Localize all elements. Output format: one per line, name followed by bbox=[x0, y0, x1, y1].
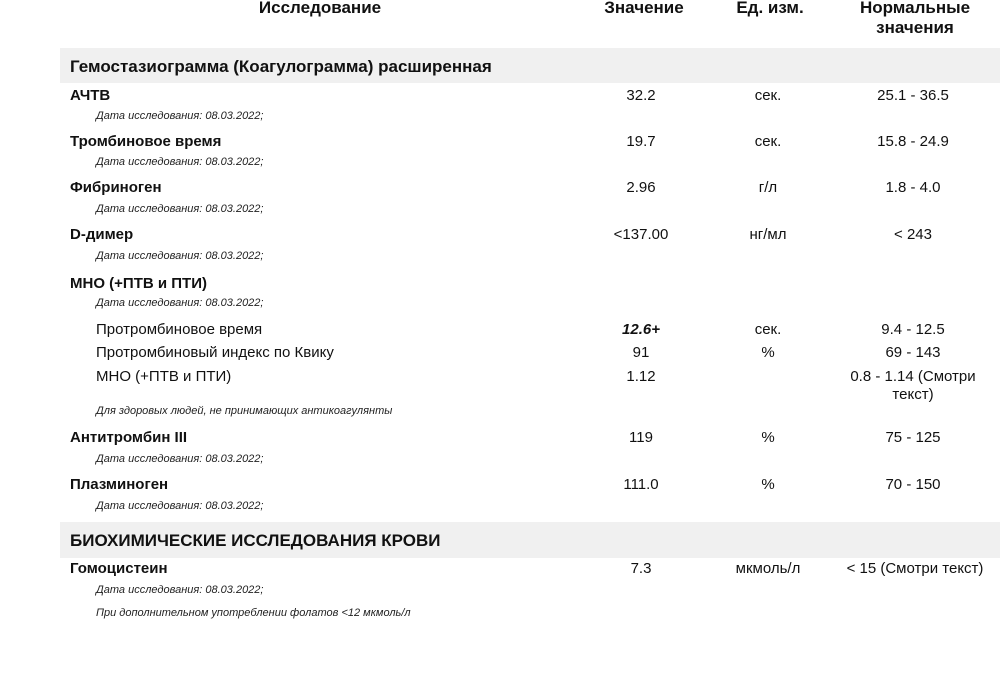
test-norm: 25.1 - 36.5 bbox=[877, 87, 949, 104]
test-date: Дата исследования: 08.03.2022; bbox=[96, 250, 264, 262]
column-header-norm-line2: значения bbox=[876, 18, 954, 37]
subtest-value: 1.12 bbox=[626, 368, 656, 385]
inr-note: Для здоровых людей, не принимающих антикоагулянты bbox=[96, 405, 393, 417]
test-unit: г/л bbox=[758, 179, 778, 196]
test-value: 2.96 bbox=[626, 179, 656, 196]
test-unit: нг/мл bbox=[749, 226, 787, 243]
test-date: Дата исследования: 08.03.2022; bbox=[96, 110, 264, 122]
column-header-norm-line1: Нормальные bbox=[859, 0, 971, 17]
column-header-value: Значение bbox=[604, 0, 684, 17]
subtest-value-flagged: 12.6+ bbox=[622, 321, 660, 338]
section-title: БИОХИМИЧЕСКИЕ ИССЛЕДОВАНИЯ КРОВИ bbox=[70, 531, 441, 550]
test-name-inr-group: МНО (+ПТВ и ПТИ) bbox=[70, 275, 207, 292]
test-date: Дата исследования: 08.03.2022; bbox=[96, 453, 264, 465]
section-title: Гемостазиограмма (Коагулограмма) расширенная bbox=[70, 57, 492, 76]
subtest-unit: % bbox=[761, 344, 775, 361]
homocysteine-note: При дополнительном употреблении фолатов <12 мкмоль/л bbox=[96, 607, 411, 619]
test-value: 119 bbox=[629, 429, 653, 446]
subtest-norm: 69 - 143 bbox=[885, 344, 941, 361]
test-name-plasminogen: Плазминоген bbox=[70, 476, 169, 493]
test-unit: сек. bbox=[754, 133, 782, 150]
column-header-unit: Ед. изм. bbox=[736, 0, 804, 17]
section-header-biochemistry bbox=[60, 522, 1000, 558]
subtest-value: 91 bbox=[632, 344, 650, 361]
test-date: Дата исследования: 08.03.2022; bbox=[96, 584, 264, 596]
test-date: Дата исследования: 08.03.2022; bbox=[96, 297, 264, 309]
test-name-fibrinogen: Фибриноген bbox=[70, 179, 162, 196]
test-value: 7.3 bbox=[630, 560, 652, 577]
subtest-unit: сек. bbox=[754, 321, 782, 338]
test-norm: < 243 bbox=[894, 226, 932, 243]
test-date: Дата исследования: 08.03.2022; bbox=[96, 203, 264, 215]
test-unit: % bbox=[761, 429, 775, 446]
test-norm: 15.8 - 24.9 bbox=[877, 133, 949, 150]
section-header-hemostasis bbox=[60, 48, 1000, 83]
subtest-name-inr: МНО (+ПТВ и ПТИ) bbox=[96, 368, 232, 385]
test-value: <137.00 bbox=[613, 226, 669, 243]
subtest-name-prothrombin-time: Протромбиновое время bbox=[96, 321, 263, 338]
test-name-d-dimer: D-димер bbox=[70, 226, 134, 243]
test-unit: % bbox=[761, 476, 775, 493]
test-value: 32.2 bbox=[626, 87, 656, 104]
test-unit: мкмоль/л bbox=[735, 560, 801, 577]
test-norm: < 15 (Смотри текст) bbox=[846, 560, 984, 577]
test-norm: 70 - 150 bbox=[885, 476, 941, 493]
test-value: 19.7 bbox=[626, 133, 656, 150]
column-header-norm bbox=[830, 0, 1000, 38]
test-name-aptt: АЧТВ bbox=[70, 87, 111, 104]
column-header-test: Исследование bbox=[258, 0, 382, 17]
subtest-norm: 0.8 - 1.14 (Смотри текст) bbox=[850, 368, 976, 403]
subtest-norm: 9.4 - 12.5 bbox=[881, 321, 945, 338]
test-date: Дата исследования: 08.03.2022; bbox=[96, 156, 264, 168]
test-norm: 1.8 - 4.0 bbox=[885, 179, 941, 196]
test-name-thrombin-time: Тромбиновое время bbox=[70, 133, 222, 150]
subtest-name-quick-index: Протромбиновый индекс по Квику bbox=[96, 344, 334, 361]
test-unit: сек. bbox=[754, 87, 782, 104]
test-date: Дата исследования: 08.03.2022; bbox=[96, 500, 264, 512]
test-name-antithrombin: Антитромбин III bbox=[70, 429, 188, 446]
test-norm: 75 - 125 bbox=[885, 429, 941, 446]
test-name-homocysteine: Гомоцистеин bbox=[70, 560, 168, 577]
test-value: 111.0 bbox=[623, 476, 659, 493]
